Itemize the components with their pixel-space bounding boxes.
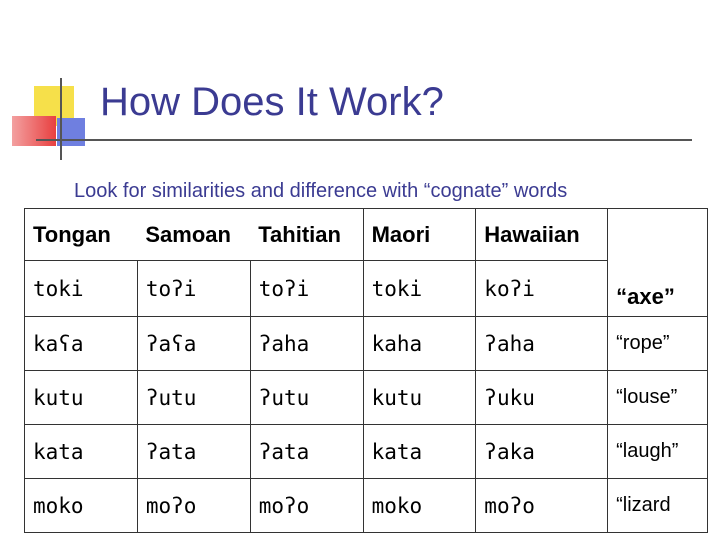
slide-subtitle: Look for similarities and difference with “cognate” words — [74, 180, 568, 202]
cell-tongan: toki — [25, 261, 138, 317]
cell-maori: kaha — [363, 317, 476, 371]
table-row — [25, 479, 708, 533]
header-tongan: Tongan — [25, 209, 138, 261]
cell-hawaiian: koʔi — [476, 261, 608, 317]
cell-tongan: kutu — [25, 371, 138, 425]
table-row — [25, 261, 708, 317]
cell-maori: kata — [363, 425, 476, 479]
gloss-cell: “rope” — [608, 317, 708, 371]
cell-tahitian: moʔo — [250, 479, 363, 533]
cell-samoan: ʔata — [137, 425, 250, 479]
cell-maori: toki — [363, 261, 476, 317]
cell-tahitian: ʔutu — [250, 371, 363, 425]
header-samoan: Samoan — [137, 209, 250, 261]
slide-title: How Does It Work? — [100, 80, 444, 124]
cell-tahitian: ʔata — [250, 425, 363, 479]
cell-hawaiian: moʔo — [476, 479, 608, 533]
cell-tahitian: ʔaha — [250, 317, 363, 371]
gloss-cell: “laugh” — [608, 425, 708, 479]
header-hawaiian: Hawaiian — [476, 209, 608, 261]
cell-tongan: kaʕa — [25, 317, 138, 371]
cell-samoan: ʔutu — [137, 371, 250, 425]
cell-tahitian: toʔi — [250, 261, 363, 317]
table-row — [25, 425, 708, 479]
cell-maori: kutu — [363, 371, 476, 425]
header-tahitian: Tahitian — [250, 209, 363, 261]
gloss-cell: “louse” — [608, 371, 708, 425]
vertical-rule — [60, 78, 62, 160]
table-header-row — [25, 209, 708, 261]
red-square-decoration — [12, 116, 56, 146]
cell-samoan: ʔaʕa — [137, 317, 250, 371]
slide-logo-decoration — [0, 0, 110, 170]
cognate-table — [24, 208, 708, 533]
gloss-cell: “axe” — [608, 209, 708, 317]
cell-hawaiian: ʔaha — [476, 317, 608, 371]
cell-maori: moko — [363, 479, 476, 533]
table-row — [25, 371, 708, 425]
table-row — [25, 317, 708, 371]
cell-hawaiian: ʔuku — [476, 371, 608, 425]
header-maori: Maori — [363, 209, 476, 261]
gloss-cell: “lizard — [608, 479, 708, 533]
cell-samoan: toʔi — [137, 261, 250, 317]
cell-samoan: moʔo — [137, 479, 250, 533]
cell-hawaiian: ʔaka — [476, 425, 608, 479]
title-underline-rule — [36, 139, 692, 141]
cell-tongan: kata — [25, 425, 138, 479]
cell-tongan: moko — [25, 479, 138, 533]
